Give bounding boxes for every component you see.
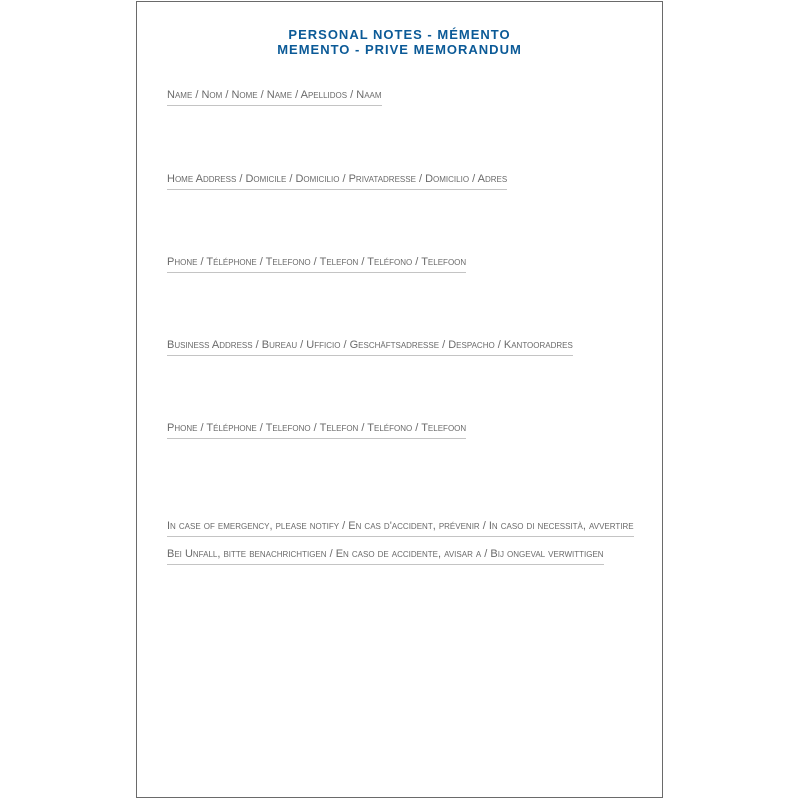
name-field[interactable]: Name / Nom / Nome / Name / Apellidos / Naam (167, 89, 382, 106)
emergency-notify-field[interactable]: In case of emergency, please notify / En cas d'accident, prévenir / In caso di necessità, avvertire (167, 520, 634, 537)
page-title-line1: PERSONAL NOTES - MÉMENTO (288, 27, 511, 42)
memento-page (136, 1, 663, 798)
phone-field[interactable]: Phone / Téléphone / Telefono / Telefon / Teléfono / Telefoon (167, 256, 466, 273)
emergency-notify-field-2[interactable]: Bei Unfall, bitte benachrichtigen / En caso de accidente, avisar a / Bij ongeval verwittigen (167, 548, 604, 565)
business-phone-field[interactable]: Phone / Téléphone / Telefono / Telefon / Teléfono / Telefoon (167, 422, 466, 439)
home-address-field[interactable]: Home Address / Domicile / Domicilio / Privatadresse / Domicilio / Adres (167, 173, 507, 190)
business-address-field[interactable]: Business Address / Bureau / Ufficio / Geschäftsadresse / Despacho / Kantooradres (167, 339, 573, 356)
page-title-line2: MEMENTO - PRIVE MEMORANDUM (277, 42, 522, 57)
